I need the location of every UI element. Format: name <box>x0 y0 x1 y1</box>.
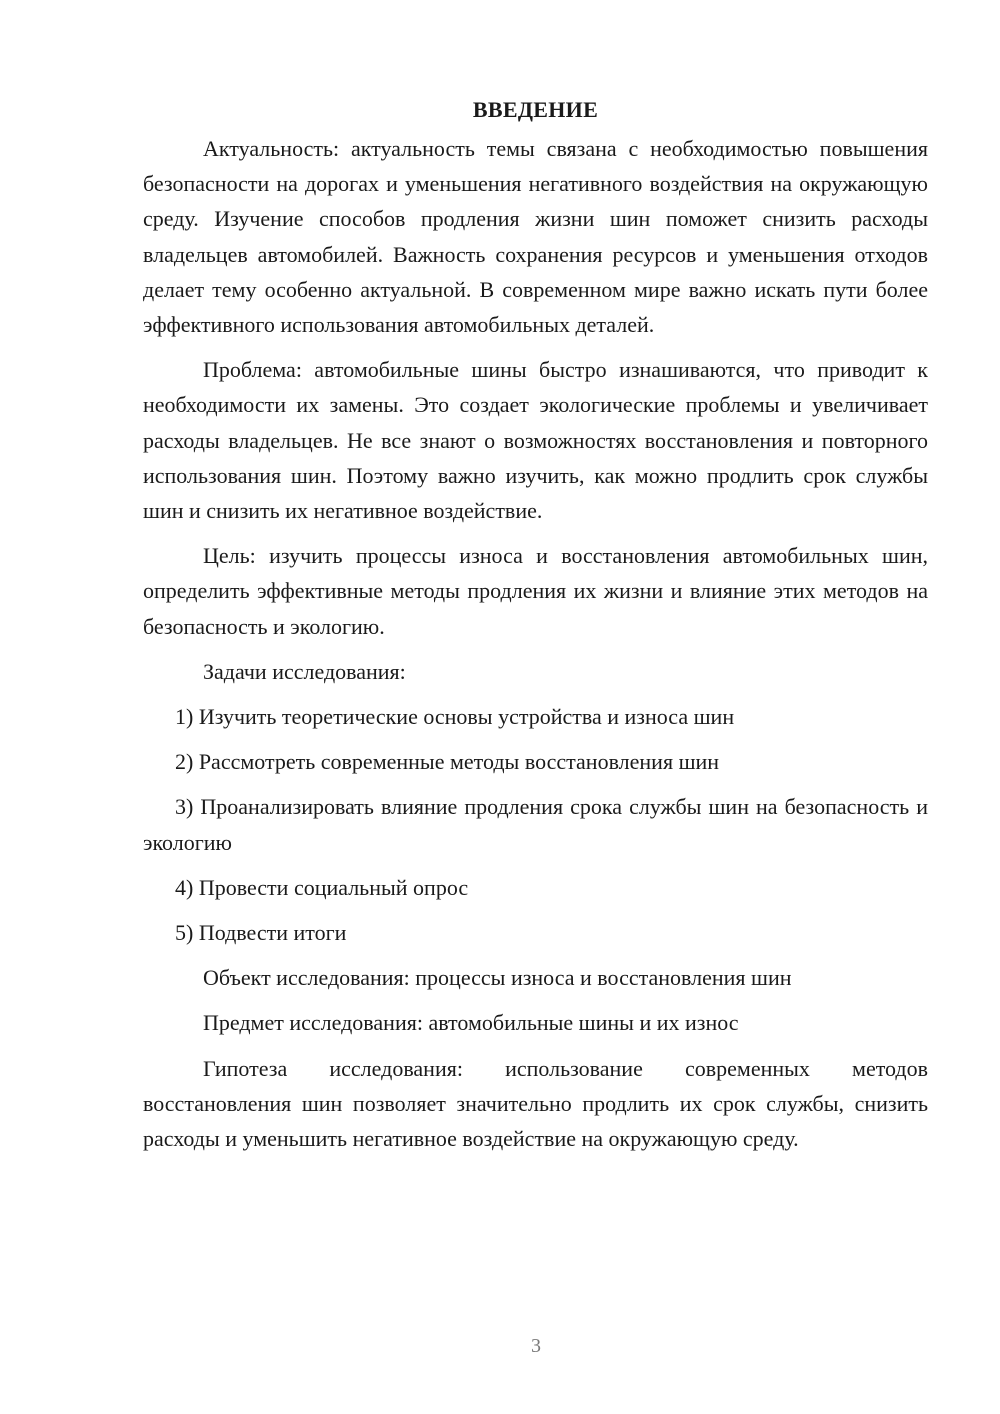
subject-paragraph: Предмет исследования: автомобильные шины и их износ <box>203 1010 739 1036</box>
task-item-2: 2) Рассмотреть современные методы восстановления шин <box>175 749 720 775</box>
task-item-5: 5) Подвести итоги <box>175 920 347 946</box>
problem-paragraph: Проблема: автомобильные шины быстро изнашиваются, что приводит к необходимости их замены. Это создает экологические проблемы и увеличивает расходы владельцев. Не все знают о возможностях восстановления и повторного использования шин. Поэтому важно изучить, как можно продлить срок службы шин и снизить их негативное воздействие. <box>143 357 928 524</box>
page-number <box>0 1334 1000 1358</box>
task-item-3: 3) Проанализировать влияние продления срока службы шин на безопасность и экологию <box>143 794 928 855</box>
object-paragraph: Объект исследования: процессы износа и восстановления шин <box>203 965 792 991</box>
document-body <box>143 92 928 1166</box>
tasks-heading: Задачи исследования: <box>203 658 406 684</box>
page-title: ВВЕДЕНИЕ <box>472 97 599 122</box>
task-item-4: 4) Провести социальный опрос <box>175 874 469 900</box>
relevance-paragraph: Актуальность: актуальность темы связана с необходимостью повышения безопасности на дорогах и уменьшения негативного воздействия на окружающую среду. Изучение способов продления жизни шин поможет снизить расходы владельцев автомобилей. Важность сохранения ресурсов и уменьшения отходов делает тему особенно актуальной. В современном мире важно искать пути более эффективного использования автомобильных деталей. <box>143 136 928 338</box>
hypothesis-paragraph: Гипотеза исследования: использование современных методов восстановления шин позволяет значительно продлить их срок службы, снизить расходы и уменьшить негативное воздействие на окружающую среду. <box>143 1055 928 1152</box>
task-item-1: 1) Изучить теоретические основы устройства и износа шин <box>175 704 735 730</box>
page-number-text: 3 <box>531 1335 541 1357</box>
goal-paragraph: Цель: изучить процессы износа и восстановления автомобильных шин, определить эффективные методы продления их жизни и влияние этих методов на безопасность и экологию. <box>143 543 928 639</box>
